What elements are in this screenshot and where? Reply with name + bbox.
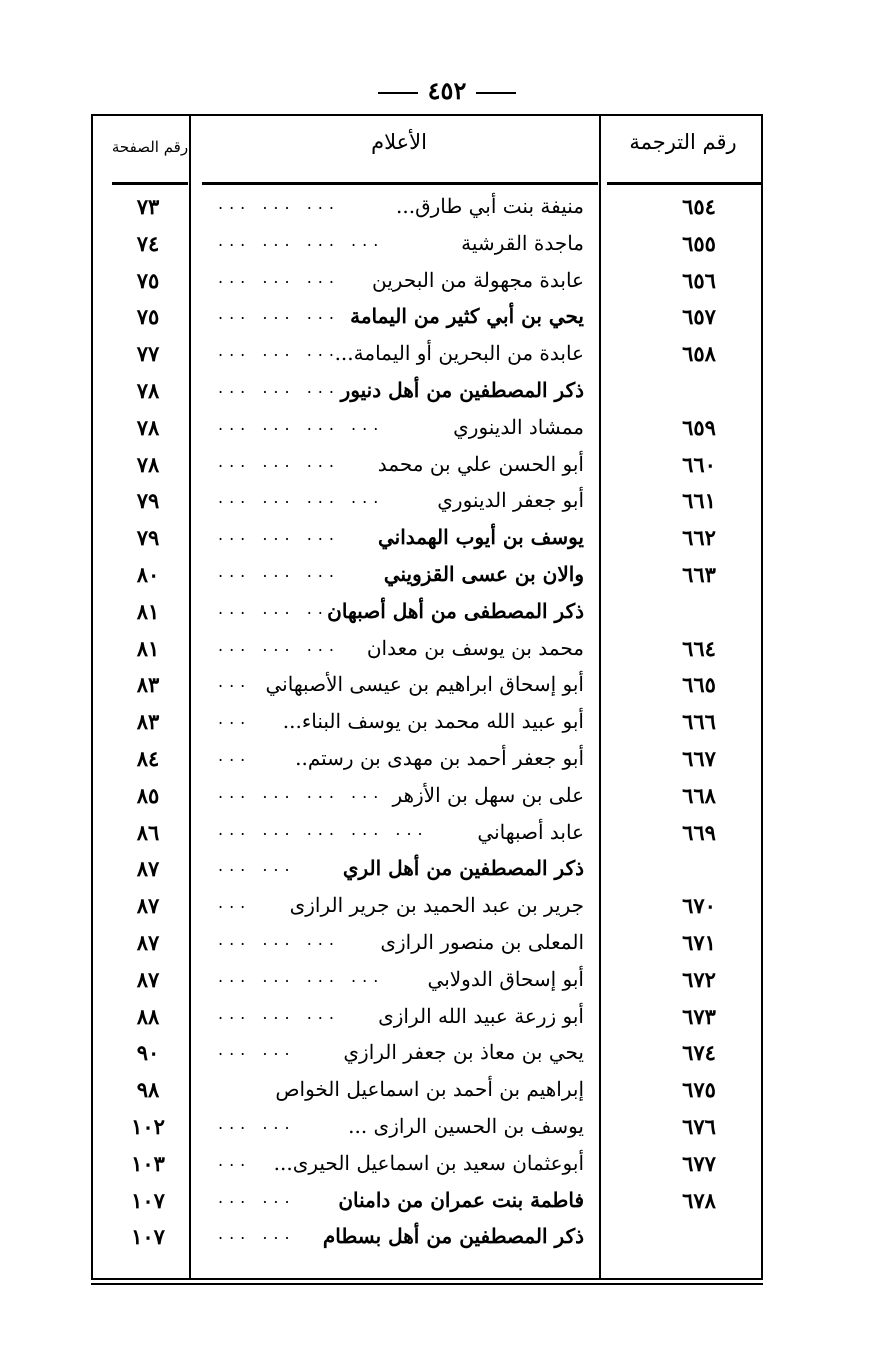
table-row [0,783,894,819]
entry-number: ٦٦٧ [682,746,716,771]
page-ref: ٩٠ [136,1040,160,1066]
entry-name: ماجدة القرشية [461,230,584,255]
page-ref: ٨٠ [136,562,160,587]
table-row [0,194,894,230]
table-row [0,967,894,1003]
leader-dots: ... ... ... [218,598,340,618]
page-ref: ٧٤ [136,230,160,256]
table-row [0,1040,894,1076]
leader-dots: ... ... [218,1187,296,1207]
table-row [0,304,894,340]
entry-number: ٦٦٢ [682,525,716,551]
table-row [0,636,894,672]
page-ref: ٧٩ [136,525,160,551]
page-ref: ٧٥ [136,267,160,293]
leader-dots: ... ... ... ... [218,966,385,986]
entry-number: ٦٥٩ [682,414,716,440]
entry-name: أبو جعفر الدينوري [437,488,584,513]
page-ref: ٧٨ [136,451,160,477]
entry-name: عابدة مجهولة من البحرين [372,267,584,292]
leader-dots: ... ... ... ... [218,414,385,434]
table-row [0,746,894,782]
entry-name: يوسف بن أيوب الهمداني [377,525,584,550]
page-ref: ١٠٣ [131,1150,165,1176]
entry-number: ٦٦٦ [682,709,716,735]
entry-number: ٦٦٤ [682,635,716,661]
leader-dots: ... ... ... [218,304,340,324]
entry-name: فاطمة بنت عمران من دامنان [338,1187,584,1212]
leader-dots: ... ... [218,1040,296,1060]
entry-number: ٦٥٤ [682,194,716,219]
entry-number: ٦٧٨ [682,1187,716,1213]
entry-name: إبراهيم بن أحمد بن اسماعيل الخواص [275,1077,584,1102]
page-ref: ٧٧ [136,341,160,367]
entry-name: أبوعثمان سعيد بن اسماعيل الحيرى... [273,1150,584,1175]
entry-number: ٦٦١ [682,488,716,514]
section-heading-row [0,856,894,892]
entry-name: أبو إسحاق الدولابي [427,966,584,991]
entry-name: أبو الحسن علي بن محمد [377,451,584,476]
leader-dots: ... ... ... [218,451,340,471]
leader-dots: ... ... ... [218,341,340,361]
leader-dots: ... ... ... [218,378,340,397]
page-ref: ٨٦ [136,819,160,845]
leader-dots: ... ... ... [218,194,340,213]
entry-number: ٦٧٤ [682,1040,716,1066]
entry-name: يوسف بن الحسين الرازى ... [348,1114,584,1138]
table-row [0,268,894,304]
table-bottom-rule [91,1283,763,1285]
leader-dots: ... [218,1150,252,1170]
page-ref: ٧٣ [136,194,160,219]
page-ref: ٨٧ [136,893,160,919]
page-ref: ٨٧ [136,856,160,882]
entry-name: على بن سهل بن الأزهر [392,782,584,807]
entry-number: ٦٧٧ [682,1150,716,1176]
header-rule-names [202,182,598,185]
leader-dots: ... [218,672,252,692]
page-ref: ٧٨ [136,414,160,440]
table-row [0,893,894,929]
table-row [0,1188,894,1224]
page-ref: ٨١ [136,635,160,661]
leader-dots: ... [218,746,252,765]
entry-number: ٦٦٠ [682,451,716,477]
page-ref: ٨٤ [136,746,160,771]
table-row [0,1077,894,1113]
entry-name: ذكر المصطفين من أهل بسطام [322,1224,584,1249]
header-entry-number: رقم الترجمة [629,130,737,154]
table-row [0,452,894,488]
entry-number: ٦٧٢ [682,966,716,992]
page-number-dash-right [476,92,516,94]
entry-number: ٦٧٣ [682,1003,716,1029]
leader-dots: ... ... ... [218,930,340,949]
section-heading-row [0,1224,894,1260]
table-row [0,930,894,966]
leader-dots: ... ... ... [218,635,340,655]
page-ref: ١٠٧ [131,1224,165,1250]
entry-number: ٦٧٦ [682,1114,716,1139]
leader-dots: ... [218,709,252,729]
header-names: الأعلام [371,130,427,154]
table-row [0,672,894,708]
entry-name: منيفة بنت أبي طارق... [396,194,584,218]
leader-dots: ... ... ... ... [218,782,385,802]
table-row [0,562,894,598]
entry-name: أبو عبيد الله محمد بن يوسف البناء... [282,709,584,734]
entry-name: يحي بن معاذ بن جعفر الرازي [343,1040,584,1065]
page-number [0,76,894,105]
entry-number: ٦٦٩ [682,819,716,845]
page-ref: ٧٥ [136,304,160,330]
entry-name: والان بن عسى القزويني [383,562,584,586]
entry-number: ٦٧٥ [682,1077,716,1103]
page-ref: ٩٨ [136,1077,160,1103]
table-row [0,1151,894,1187]
entry-number: ٦٧٠ [682,893,716,919]
header-page: رقم الصفحة [111,138,189,156]
entry-number: ٦٦٣ [682,562,716,587]
leader-dots: ... ... ... ... [218,488,385,508]
page-ref: ٨٣ [136,709,160,735]
leader-dots: ... ... ... [218,525,340,545]
table-row [0,525,894,561]
leader-dots: ... ... ... [218,267,340,287]
entry-name: ذكر المصطفين من أهل الري [342,856,584,881]
section-heading-row [0,599,894,635]
table-row [0,709,894,745]
leader-dots: ... ... [218,1114,296,1133]
entry-name: أبو إسحاق ابراهيم بن عيسى الأصبهاني [265,672,584,697]
entry-name: أبو جعفر أحمد بن مهدى بن رستم.. [295,746,584,770]
entry-name: جرير بن عبد الحميد بن جرير الرازى [289,893,584,918]
leader-dots: ... [218,893,252,913]
entry-number: ٦٦٨ [682,782,716,808]
table-row [0,488,894,524]
entry-number: ٦٥٧ [682,304,716,330]
entry-name: المعلى بن منصور الرازى [380,930,584,954]
entry-number: ٦٧١ [682,930,716,955]
entry-number: ٦٥٥ [682,230,716,256]
entry-name: عابد أصبهاني [477,819,584,844]
leader-dots: ... ... [218,856,296,876]
page-number-dash-left [378,92,418,94]
leader-dots: ... ... ... [218,1003,340,1023]
leader-dots: ... ... ... [218,562,340,581]
page-ref: ٨٣ [136,672,160,698]
section-heading-row [0,378,894,414]
entry-name: محمد بن يوسف بن معدان [366,635,584,660]
entry-name: ذكر المصطفى من أهل أصبهان [327,598,584,623]
leader-dots: ... ... ... ... ... [218,819,429,839]
page-ref: ٨٧ [136,966,160,992]
entry-name: عابدة من البحرين أو اليمامة... [334,341,584,366]
entry-name: أبو زرعة عبيد الله الرازى [378,1003,584,1028]
table-row [0,1004,894,1040]
entry-number: ٦٦٥ [682,672,716,698]
page-ref: ٨٨ [136,1003,160,1029]
page-ref: ٨٥ [136,782,160,808]
page-ref: ٧٨ [136,378,160,403]
leader-dots: ... ... ... ... [218,230,385,250]
table-row [0,1114,894,1150]
entry-name: ذكر المصطفين من أهل دنيور [340,378,584,402]
table-row [0,231,894,267]
page-ref: ١٠٢ [131,1114,165,1139]
header-rule-entry [607,182,763,185]
leader-dots: ... ... [218,1224,296,1244]
page-number-text: ٤٥٢ [427,76,467,105]
entry-number: ٦٥٦ [682,267,716,293]
page-ref: ١٠٧ [131,1187,165,1213]
table-row [0,820,894,856]
table-row [0,341,894,377]
header-rule-page [112,182,188,185]
page-ref: ٧٩ [136,488,160,514]
entry-number: ٦٥٨ [682,341,716,367]
table-row [0,415,894,451]
page-ref: ٨٧ [136,930,160,955]
entry-name: ممشاد الدينوري [453,414,584,439]
entry-name: يحي بن أبي كثير من اليمامة [350,304,584,329]
page-ref: ٨١ [136,598,160,624]
